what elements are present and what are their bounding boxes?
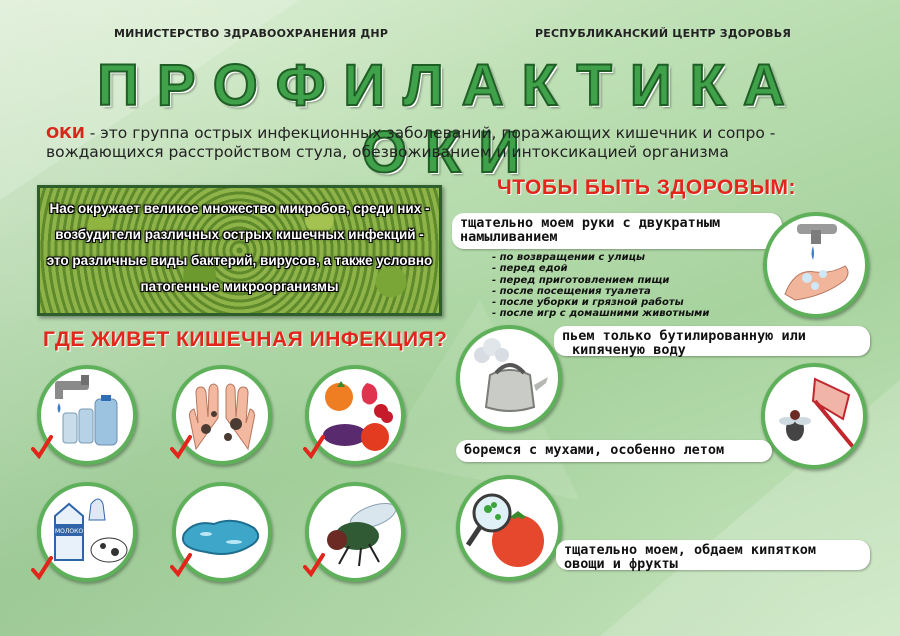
list-item: - после уборки и грязной работы (492, 297, 684, 309)
checkmark-icon (303, 435, 325, 459)
where-infection-title: ГДЕ ЖИВЕТ КИШЕЧНАЯ ИНФЕКЦИЯ? (43, 328, 448, 351)
microbes-line: патогенные микроорганизмы (140, 279, 339, 294)
microbes-line: Нас окружает великое множество микробов, среди них - (49, 201, 430, 216)
oki-highlight: ОКИ (46, 124, 85, 142)
intro-line-2: вождающихся расстройством стула, обезвоживанием и интоксикацией организма (46, 143, 729, 161)
intro-text (46, 124, 876, 162)
microbes-line: это различные виды бактерий, вирусов, а также условно (46, 253, 433, 268)
fly-control-tip (456, 440, 772, 462)
fly-swatter-icon (761, 363, 867, 469)
hand-washing-icon (763, 212, 869, 318)
checkmark-icon (31, 435, 53, 459)
hand-washing-line-1: тщательно моем руки с двукратным (460, 215, 721, 231)
stay-healthy-title: ЧТОБЫ БЫТЬ ЗДОРОВЫМ: (497, 176, 797, 199)
hand-washing-line-2: намыливанием (460, 229, 558, 245)
milk-label: МОЛОКО (54, 528, 84, 535)
health-center-label: РЕСПУБЛИКАНСКИЙ ЦЕНТР ЗДОРОВЬЯ (535, 27, 792, 40)
microbes-info-text (40, 196, 439, 300)
checkmark-icon (303, 553, 325, 577)
list-item: - перед едой (492, 263, 568, 275)
list-item: - по возвращении с улицы (492, 252, 646, 263)
checkmark-icon (31, 556, 53, 580)
fly-control-line: боремся с мухами, особенно летом (464, 442, 725, 458)
intro-line-1 (46, 124, 876, 143)
washing-produce-icon (456, 475, 562, 581)
boiled-water-icon (456, 325, 562, 431)
produce-washing-line-1: тщательно моем, обдаем кипятком (564, 542, 816, 558)
intro-line-1-rest: - это группа острых инфекционных заболеваний, поражающих кишечник и сопро - (84, 124, 776, 142)
bottled-water-line-1: пьем только бутилированную или (562, 328, 806, 344)
ministry-label: МИНИСТЕРСТВО ЗДРАВООХРАНЕНИЯ ДНР (114, 27, 389, 40)
list-item: - перед приготовлением пищи (492, 274, 670, 286)
microbes-info-box (37, 185, 442, 316)
hand-washing-occasions (492, 252, 709, 320)
produce-washing-line-2: овощи и фрукты (564, 556, 678, 572)
list-item: - после посещения туалета (492, 285, 651, 297)
list-item: - после игр с домашними животными (492, 308, 710, 320)
bottled-water-tip (554, 326, 870, 356)
microbes-line: возбудители различных острых кишечных инфекций - (55, 227, 424, 242)
produce-washing-tip (556, 540, 870, 570)
hand-washing-tip (452, 213, 782, 249)
page-title: ПРОФИЛАКТИКА ОКИ (97, 53, 803, 185)
checkmark-icon (170, 553, 192, 577)
checkmark-icon (170, 435, 192, 459)
bottled-water-line-2: кипяченую воду (572, 342, 686, 358)
